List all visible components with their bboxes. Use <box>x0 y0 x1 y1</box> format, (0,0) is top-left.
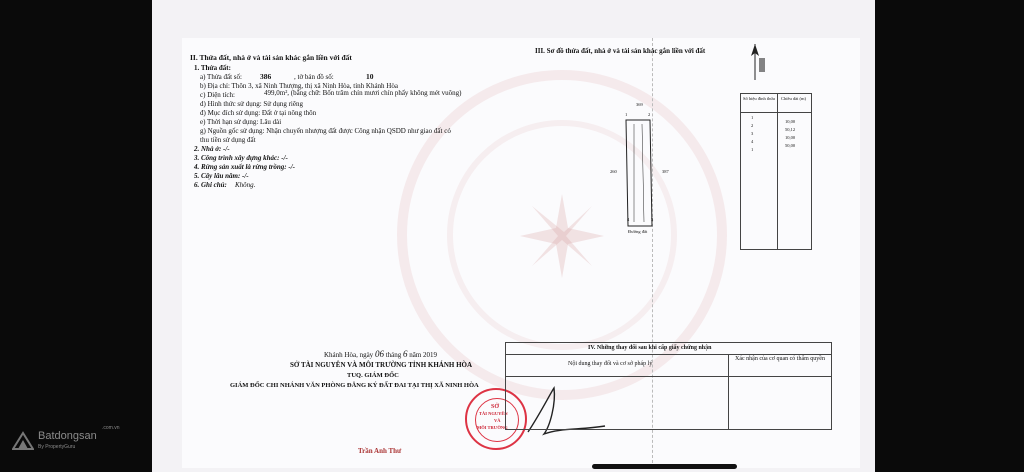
area-label: c) Diện tích: <box>200 91 235 99</box>
table-row-vertex: 2 <box>751 123 754 128</box>
land-label: 1. Thửa đất: <box>194 64 231 72</box>
plot-top-label: 369 <box>636 102 643 107</box>
table-row-vertex: 1 <box>751 147 754 152</box>
issuing-department: SỞ TÀI NGUYÊN VÀ MÔI TRƯỜNG TỈNH KHÁNH HÒA <box>290 361 473 369</box>
drum-star-pattern <box>520 194 604 278</box>
table-row-vertex: 1 <box>751 115 754 120</box>
map-sheet: 10 <box>366 72 374 81</box>
address: b) Địa chỉ: Thôn 3, xã Ninh Thượng, thị xã Ninh Hòa, tỉnh Khánh Hòa <box>200 82 398 90</box>
place-date: Khánh Hòa, ngày 06 tháng 6 năm 2019 <box>324 349 438 359</box>
notes-label: 6. Ghi chú: <box>194 181 227 189</box>
table-head-length: Chiều dài (m) <box>781 96 806 101</box>
home-indicator <box>592 464 737 469</box>
land-term: e) Thời hạn sử dụng: Lâu dài <box>200 118 282 126</box>
batdongsan-watermark <box>10 425 150 459</box>
vertex-2: 2 <box>648 112 651 117</box>
vertex-3: 3 <box>651 217 654 222</box>
sign-day: 06 <box>374 349 384 359</box>
table-row-vertex: 4 <box>751 139 754 144</box>
red-seal: SỞ TÀI NGUYÊN VÀ MÔI TRƯỜNG <box>465 388 527 450</box>
table-row-length: 10,00 <box>785 135 796 140</box>
left-black-frame <box>0 0 152 472</box>
land-origin-cont: thu tiền sử dụng đất <box>200 136 256 144</box>
right-black-frame <box>875 0 1024 472</box>
perennial-trees: 5. Cây lâu năm: -/- <box>194 172 249 180</box>
table-row-length: 10,00 <box>785 119 796 124</box>
other-construction: 3. Công trình xây dựng khác: -/- <box>194 154 288 162</box>
north-arrow-icon <box>740 42 770 82</box>
changes-col-content: Nội dung thay đổi và cơ sở pháp lý <box>568 361 653 367</box>
watermark-sub: By PropertyGuru <box>38 444 76 450</box>
batdongsan-logo-icon <box>12 431 34 451</box>
table-head-vertex: Số hiệu đỉnh thửa <box>743 96 775 101</box>
table-row-length: 50,12 <box>785 127 796 132</box>
land-origin: g) Nguồn gốc sử dụng: Nhận chuyển nhượng đất được Công nhận QSDD như giao đất có <box>200 127 451 135</box>
sign-month: 6 <box>403 349 408 359</box>
map-sheet-label: , tờ bản đồ số: <box>294 73 334 81</box>
tuq-label: TUQ. GIÁM ĐỐC <box>347 372 399 379</box>
changes-col-confirmation: Xác nhận của cơ quan có thẩm quyền <box>735 356 825 362</box>
section-iv-heading: IV. Những thay đổi sau khi cấp giấy chứng nhận <box>588 345 712 351</box>
use-form: d) Hình thức sử dụng: Sử dụng riêng <box>200 100 303 108</box>
vertex-1: 1 <box>625 112 628 117</box>
parcel-no: 386 <box>260 72 272 81</box>
certificate-photo <box>152 0 875 472</box>
changes-table <box>505 342 832 430</box>
house: 2. Nhà ở: -/- <box>194 145 230 153</box>
section-iii-heading: III. Sơ đồ thửa đất, nhà ở và tài sản khác gắn liền với đất <box>535 47 706 55</box>
plot-left-label: 260 <box>610 169 617 174</box>
area-value: 499,0m², (bằng chữ: Bốn trăm chín mươi chín phẩy không mét vuông) <box>264 89 462 97</box>
director-title: GIÁM ĐỐC CHI NHÁNH VĂN PHÒNG ĐĂNG KÝ ĐẤT ĐAI TẠI THỊ XÃ NINH HÒA <box>230 382 479 389</box>
parcel-no-label: a) Thửa đất số: <box>200 73 242 81</box>
signer-name: Trần Anh Thư <box>358 447 402 455</box>
watermark-domain: .com.vn <box>102 425 120 431</box>
land-purpose: đ) Mục đích sử dụng: Đất ở tại nông thôn <box>200 109 317 117</box>
plot-right-label: 387 <box>662 169 669 174</box>
vertex-4: 4 <box>627 217 630 222</box>
section-ii-heading: II. Thửa đất, nhà ở và tài sản khác gắn liền với đất <box>190 53 352 62</box>
table-row-vertex: 3 <box>751 131 754 136</box>
plot-bottom-label: Đường đất <box>628 229 648 234</box>
planted-forest: 4. Rừng sản xuất là rừng trồng: -/- <box>194 163 295 171</box>
watermark-brand: Batdongsan <box>38 430 97 442</box>
vertex-length-table <box>740 93 812 250</box>
table-row-length: 50,00 <box>785 143 796 148</box>
notes-value: Không. <box>235 181 256 189</box>
